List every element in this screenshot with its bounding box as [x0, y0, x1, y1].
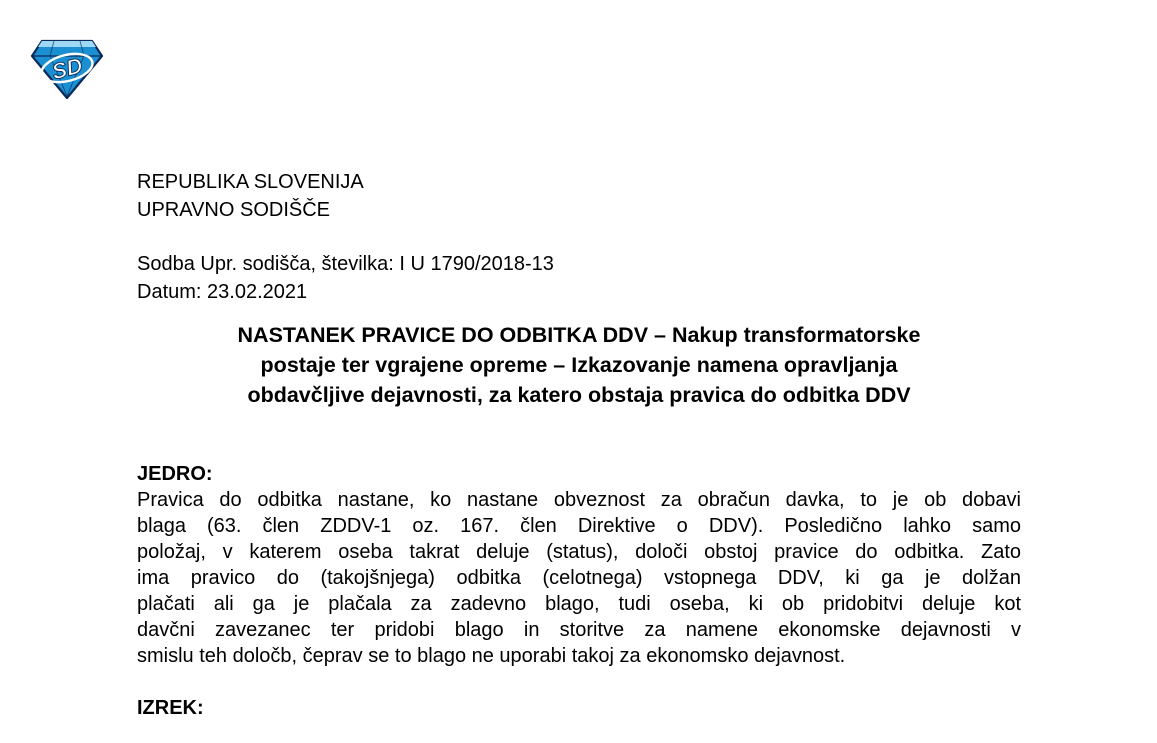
court-logo — [30, 38, 104, 100]
logo-lettering: SD — [49, 52, 85, 85]
jedro-heading: JEDRO: — [137, 463, 213, 485]
jedro-line: položaj, v katerem oseba takrat deluje (status), določi obstoj pravice do odbitka. Zato — [137, 541, 1021, 563]
document-page — [137, 168, 1021, 721]
jedro-line: Pravica do odbitka nastane, ko nastane obveznost za obračun davka, to je ob dobavi — [137, 489, 1021, 511]
spacer — [137, 224, 1021, 250]
jedro-line: blaga (63. člen ZDDV-1 oz. 167. člen Direktive o DDV). Posledično lahko samo — [137, 515, 1021, 537]
jedro-line: smislu teh določb, čeprav se to blago ne uporabi takoj za ekonomsko dejavnost. — [137, 645, 846, 667]
header-republic: REPUBLIKA SLOVENIJA — [137, 171, 364, 193]
header-court: UPRAVNO SODIŠČE — [137, 199, 330, 221]
title-line: postaje ter vgrajene opreme – Izkazovanje namena opravljanja — [260, 353, 898, 377]
document-title — [137, 320, 1021, 410]
decision-date: Datum: 23.02.2021 — [137, 281, 308, 303]
case-reference: Sodba Upr. sodišča, številka: I U 1790/2018-13 — [137, 253, 554, 275]
jedro-line: davčni zavezanec ter pridobi blago in storitve za namene ekonomske dejavnosti v — [137, 619, 1021, 641]
izrek-heading: IZREK: — [137, 697, 204, 719]
jedro-text — [137, 487, 1021, 669]
jedro-line: ima pravico do (takojšnjega) odbitka (celotnega) vstopnega DDV, ki ga je dolžan — [137, 567, 1021, 589]
court-diamond-logo-icon — [30, 38, 104, 100]
title-line: obdavčljive dejavnosti, za katero obstaja pravica do odbitka DDV — [247, 383, 911, 407]
jedro-line: plačati ali ga je plačala za zadevno blago, tudi oseba, ki ob pridobitvi deluje kot — [137, 593, 1021, 615]
title-line: NASTANEK PRAVICE DO ODBITKA DDV – Nakup transformatorske — [237, 323, 921, 347]
